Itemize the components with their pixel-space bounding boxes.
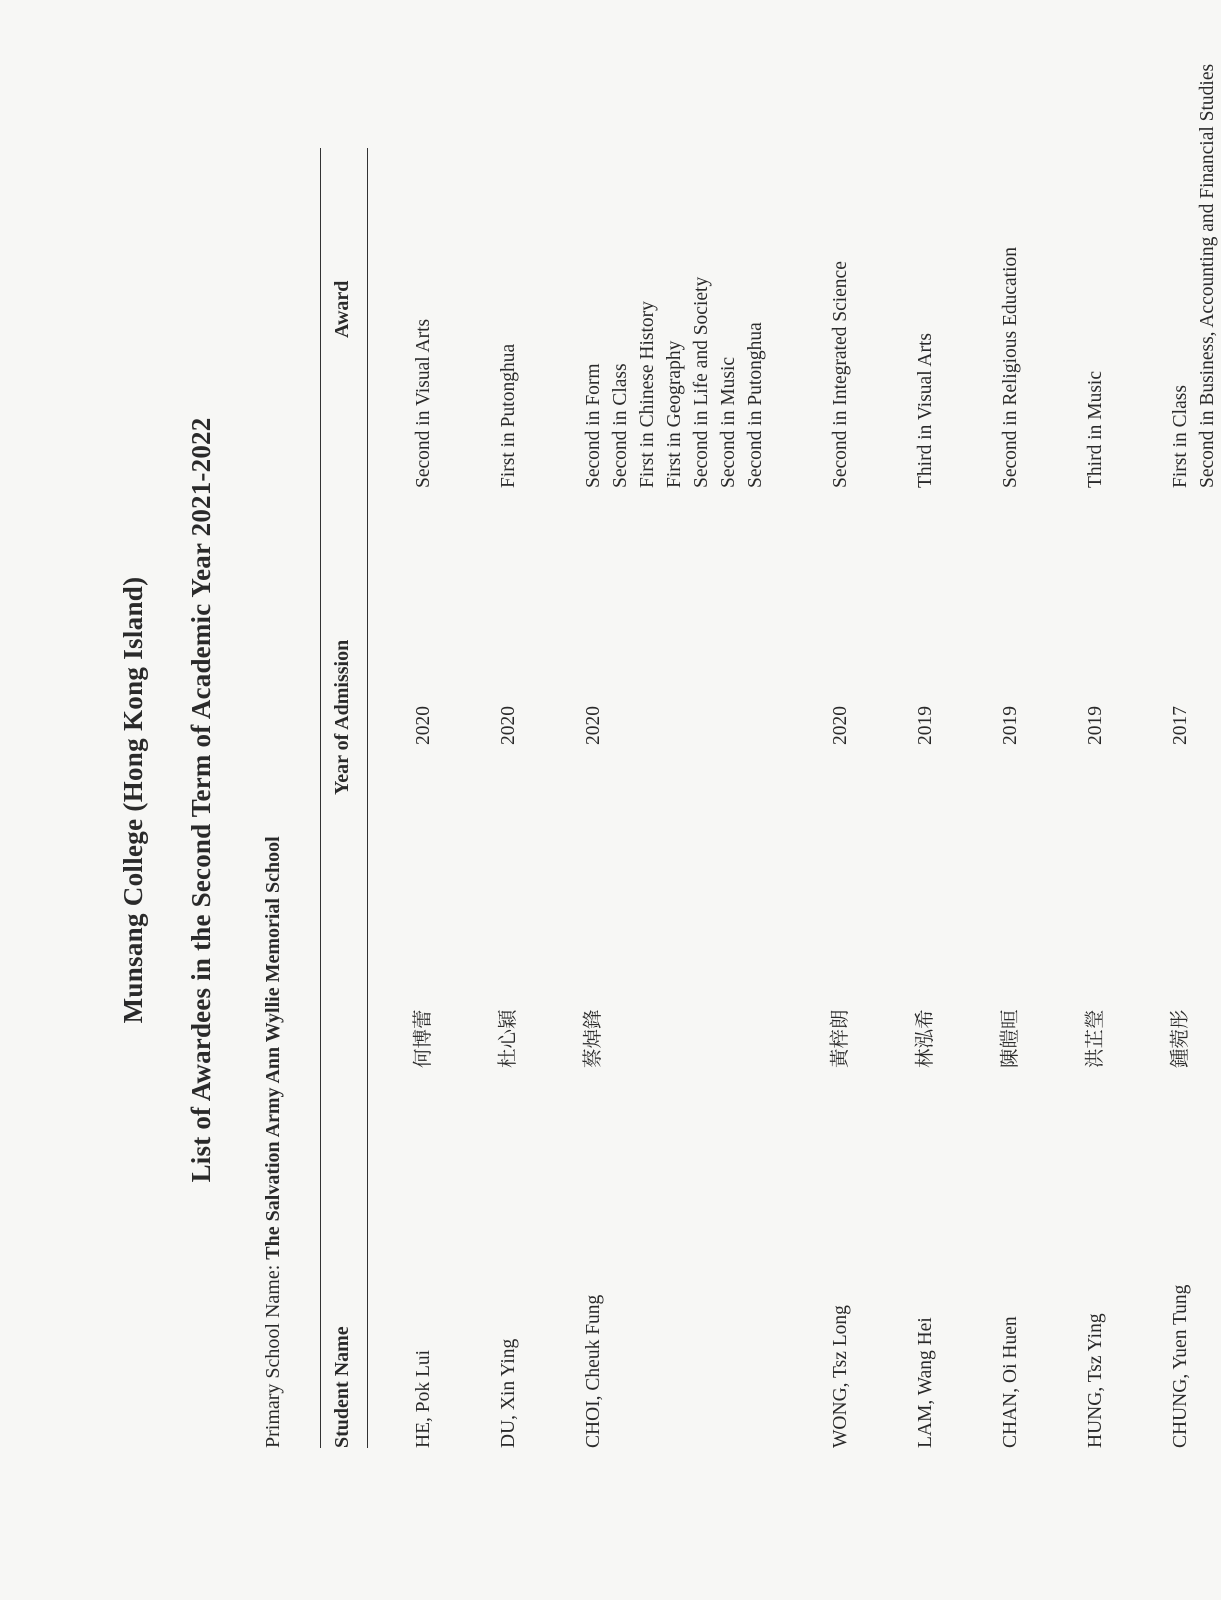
student-name: DU, Xin Ying (498, 1338, 519, 1448)
column-header-year: Year of Admission (331, 639, 353, 795)
student-chinese-name: 何博蕾 (413, 1009, 434, 1068)
year-of-admission: 2020 (830, 706, 851, 745)
award-item: First in Putonghua (498, 343, 519, 488)
list-title: List of Awardees in the Second Term of Academic Year 2021-2022 (186, 417, 216, 1183)
year-of-admission: 2020 (413, 706, 434, 745)
student-chinese-name: 蔡焯鋒 (583, 1009, 604, 1068)
table-row (827, 148, 854, 1448)
award-item: Second in Integrated Science (830, 261, 851, 488)
award-item: First in Geography (664, 340, 685, 488)
year-of-admission: 2020 (583, 706, 604, 745)
student-name: LAM, Wang Hei (915, 1317, 936, 1448)
student-name: CHUNG, Yuen Tung (1170, 1284, 1191, 1448)
award-list (827, 261, 854, 488)
award-item: First in Class (1170, 385, 1191, 488)
table-row (1167, 63, 1221, 1448)
award-item: Second in Putonghua (745, 322, 766, 488)
year-of-admission: 2019 (1000, 706, 1021, 745)
student-chinese-name: 黃梓朗 (830, 1009, 851, 1068)
table-row (997, 148, 1024, 1448)
table-row (1082, 148, 1109, 1448)
award-list (1167, 64, 1221, 488)
column-header-award: Award (331, 280, 353, 338)
table-row (580, 148, 769, 1448)
award-item: Second in Life and Society (691, 276, 712, 488)
award-item: Third in Visual Arts (915, 332, 936, 488)
table-row (912, 148, 939, 1448)
student-chinese-name: 陳皚晅 (1000, 1009, 1021, 1068)
year-of-admission: 2020 (498, 706, 519, 745)
column-header-student-name: Student Name (331, 1326, 353, 1448)
table-header-rule (367, 148, 368, 1448)
table-row (410, 148, 437, 1448)
award-item: Second in Form (583, 363, 604, 488)
primary-school-line (262, 836, 285, 1448)
award-item: Third in Music (1085, 371, 1106, 488)
college-title: Munsang College (Hong Kong Island) (118, 576, 148, 1024)
year-of-admission: 2019 (1085, 706, 1106, 745)
award-item: First in Chinese History (637, 301, 658, 488)
student-chinese-name: 洪芷瑩 (1085, 1009, 1106, 1068)
award-list (912, 333, 939, 488)
award-list (495, 344, 522, 488)
student-name: HE, Pok Lui (413, 1349, 434, 1448)
award-list (580, 277, 769, 488)
student-name: WONG, Tsz Long (830, 1305, 851, 1448)
award-item: Second in Class (610, 363, 631, 488)
award-list (997, 247, 1024, 488)
primary-school-label: Primary School Name: (262, 1259, 284, 1448)
student-chinese-name: 林泓希 (915, 1009, 936, 1068)
award-list (1082, 371, 1109, 488)
award-item: Second in Religious Education (1000, 246, 1021, 488)
award-item: Second in Music (718, 356, 739, 488)
year-of-admission: 2019 (915, 706, 936, 745)
student-chinese-name: 鍾菀彤 (1170, 1009, 1191, 1068)
table-header (321, 148, 367, 1448)
student-name: HUNG, Tsz Ying (1085, 1313, 1106, 1448)
year-of-admission: 2017 (1170, 706, 1191, 745)
primary-school-name: The Salvation Army Ann Wyllie Memorial School (262, 836, 284, 1260)
award-item: Second in Business, Accounting and Financial Studies (1197, 63, 1218, 488)
table-row (495, 148, 522, 1448)
student-name: CHOI, Cheuk Fung (583, 1294, 604, 1448)
student-chinese-name: 杜心穎 (498, 1009, 519, 1068)
student-name: CHAN, Oi Huen (1000, 1316, 1021, 1448)
awardees-table (320, 63, 1221, 1448)
award-item: Second in Visual Arts (413, 318, 434, 488)
award-list (410, 319, 437, 488)
table-body (410, 63, 1221, 1448)
